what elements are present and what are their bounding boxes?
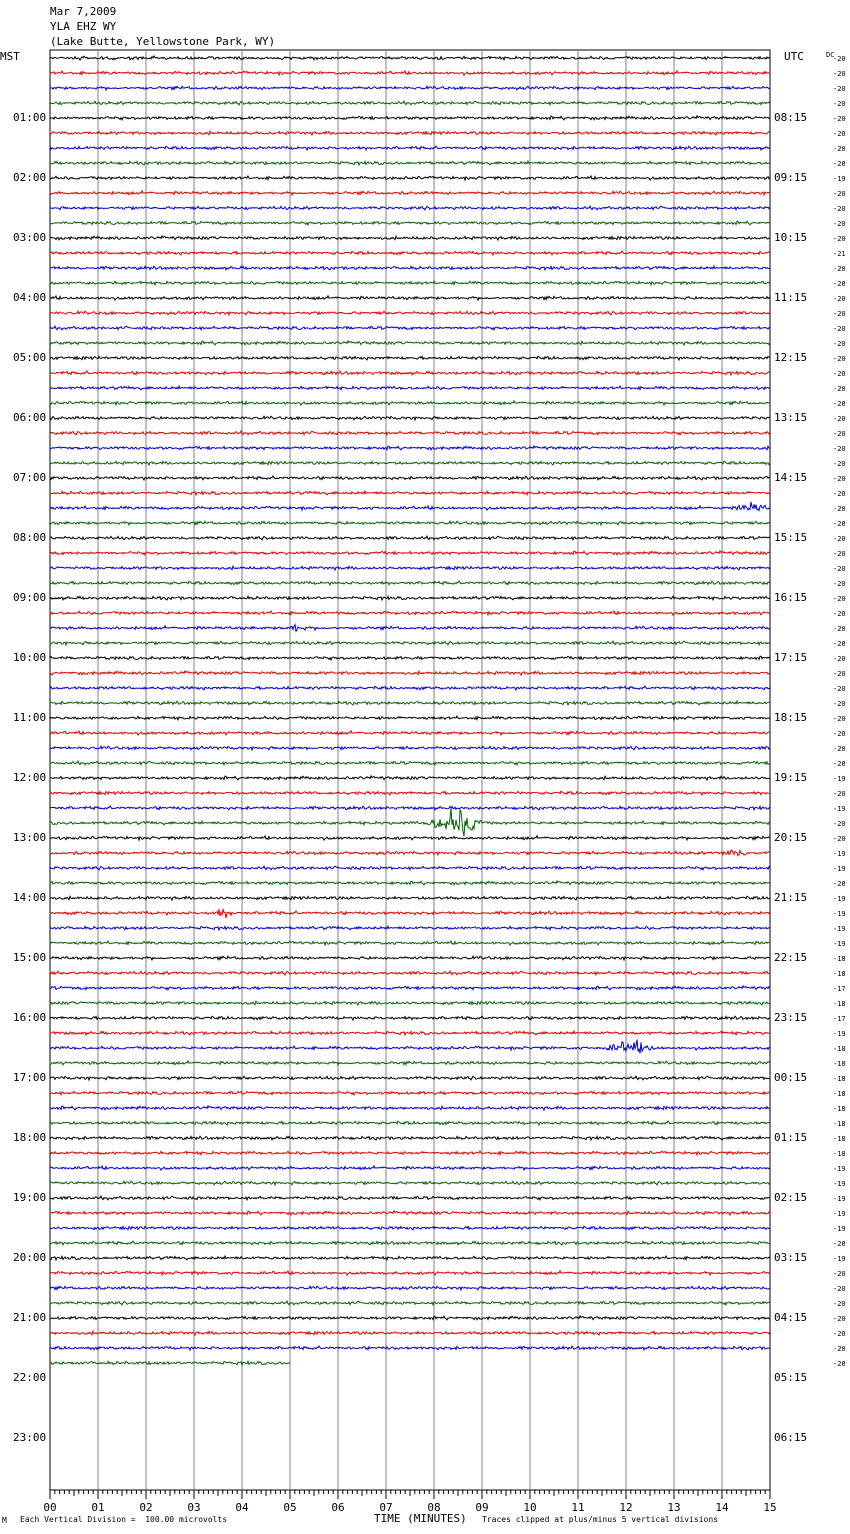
trace-line bbox=[50, 896, 770, 900]
dc-offset-label: -20 bbox=[833, 475, 846, 483]
dc-offset-label: -21 bbox=[833, 250, 846, 258]
scale-note: Each Vertical Division = 100.00 microvolts bbox=[20, 1515, 228, 1524]
trace-line bbox=[50, 1226, 770, 1230]
trace-line bbox=[50, 641, 770, 645]
x-tick-label: 11 bbox=[571, 1501, 585, 1514]
mst-hour-label: 14:00 bbox=[13, 891, 47, 904]
trace-line bbox=[50, 926, 770, 930]
mst-hour-label: 19:00 bbox=[13, 1191, 47, 1204]
utc-hour-label: 21:15 bbox=[774, 891, 808, 904]
mst-hour-label: 16:00 bbox=[13, 1011, 47, 1024]
dc-offset-label: -19 bbox=[833, 925, 846, 933]
dc-offset-label: -18 bbox=[833, 1075, 846, 1083]
dc-offset-label: -20 bbox=[833, 55, 846, 63]
dc-offset-label: -20 bbox=[833, 1345, 846, 1353]
trace-line bbox=[50, 836, 770, 840]
trace-line bbox=[50, 716, 770, 720]
trace-line bbox=[50, 1076, 770, 1080]
trace-line bbox=[50, 761, 770, 765]
trace-line bbox=[50, 731, 770, 735]
dc-offset-label: -19 bbox=[833, 175, 846, 183]
left-axis-title: MST bbox=[0, 50, 20, 63]
x-tick-label: 10 bbox=[523, 1501, 537, 1514]
trace-line bbox=[50, 1211, 770, 1215]
x-tick-label: 04 bbox=[235, 1501, 249, 1514]
trace-line bbox=[50, 206, 770, 210]
trace-line bbox=[50, 941, 770, 945]
right-axis-title: UTC bbox=[784, 50, 804, 63]
utc-hour-label: 09:15 bbox=[774, 171, 808, 184]
trace-line bbox=[50, 236, 770, 240]
dc-offset-label: -20 bbox=[833, 685, 846, 693]
dc-offset-label: -19 bbox=[833, 1210, 846, 1218]
trace-line bbox=[50, 866, 770, 870]
utc-hour-label: 08:15 bbox=[774, 111, 808, 124]
dc-offset-label: -20 bbox=[833, 340, 846, 348]
dc-offset-label: -20 bbox=[833, 1360, 846, 1368]
trace-line bbox=[50, 536, 770, 540]
dc-offset-label: -18 bbox=[833, 1090, 846, 1098]
utc-hour-label: 02:15 bbox=[774, 1191, 808, 1204]
mst-hour-label: 17:00 bbox=[13, 1071, 47, 1084]
mst-hour-label: 03:00 bbox=[13, 231, 47, 244]
dc-offset-label: -20 bbox=[833, 295, 846, 303]
trace-line bbox=[50, 1016, 770, 1020]
dc-offset-label: -17 bbox=[833, 985, 846, 993]
trace-line bbox=[50, 551, 770, 555]
dc-offset-label: -20 bbox=[833, 640, 846, 648]
utc-hour-label: 20:15 bbox=[774, 831, 808, 844]
dc-offset-label: -20 bbox=[833, 325, 846, 333]
mst-hour-label: 12:00 bbox=[13, 771, 47, 784]
x-tick-label: 09 bbox=[475, 1501, 489, 1514]
mst-hour-label: 04:00 bbox=[13, 291, 47, 304]
dc-offset-label: -20 bbox=[833, 1300, 846, 1308]
dc-offset-label: -19 bbox=[833, 895, 846, 903]
trace-line bbox=[50, 956, 770, 960]
trace-line bbox=[50, 625, 770, 632]
utc-hour-label: 14:15 bbox=[774, 471, 808, 484]
dc-offset-label: -20 bbox=[833, 520, 846, 528]
dc-offset-label: -19 bbox=[833, 940, 846, 948]
trace-line bbox=[50, 1061, 770, 1065]
dc-offset-label: -20 bbox=[833, 445, 846, 453]
dc-offset-label: -19 bbox=[833, 1255, 846, 1263]
trace-line bbox=[50, 146, 770, 150]
dc-offset-label: -20 bbox=[833, 145, 846, 153]
dc-offset-label: -19 bbox=[833, 1165, 846, 1173]
mst-hour-label: 11:00 bbox=[13, 711, 47, 724]
x-tick-label: 13 bbox=[667, 1501, 681, 1514]
trace-line bbox=[50, 686, 770, 690]
utc-hour-label: 10:15 bbox=[774, 231, 808, 244]
plot-date: Mar 7,2009 bbox=[50, 5, 117, 18]
trace-line bbox=[50, 176, 770, 180]
trace-line bbox=[50, 1166, 770, 1170]
trace-line bbox=[50, 1346, 770, 1350]
dc-offset-label: -20 bbox=[833, 220, 846, 228]
mst-hour-label: 23:00 bbox=[13, 1431, 47, 1444]
mst-hour-label: 22:00 bbox=[13, 1371, 47, 1384]
utc-hour-label: 22:15 bbox=[774, 951, 808, 964]
dc-offset-label: -20 bbox=[833, 235, 846, 243]
trace-line bbox=[50, 1091, 770, 1095]
mst-hour-label: 10:00 bbox=[13, 651, 47, 664]
trace-line bbox=[50, 491, 770, 495]
x-axis-title: TIME (MINUTES) bbox=[374, 1512, 467, 1525]
utc-hour-label: 11:15 bbox=[774, 291, 808, 304]
dc-offset-label: -18 bbox=[833, 1045, 846, 1053]
dc-offset-label: -20 bbox=[833, 265, 846, 273]
utc-hour-label: 18:15 bbox=[774, 711, 808, 724]
trace-line bbox=[50, 1106, 770, 1110]
dc-offset-label: -20 bbox=[833, 550, 846, 558]
dc-offset-label: -18 bbox=[833, 970, 846, 978]
trace-line bbox=[50, 1181, 770, 1185]
dc-offset-label: -20 bbox=[833, 700, 846, 708]
dc-offset-label: -19 bbox=[833, 850, 846, 858]
dc-offset-label: -20 bbox=[833, 355, 846, 363]
trace-line bbox=[50, 101, 770, 105]
trace-line bbox=[50, 131, 770, 135]
mst-hour-label: 05:00 bbox=[13, 351, 47, 364]
dc-offset-label: -18 bbox=[833, 1150, 846, 1158]
dc-offset-label: -19 bbox=[833, 865, 846, 873]
dc-offset-label: -20 bbox=[833, 70, 846, 78]
trace-line bbox=[50, 566, 770, 570]
trace-line bbox=[50, 86, 770, 90]
x-tick-label: 08 bbox=[427, 1501, 441, 1514]
utc-hour-label: 17:15 bbox=[774, 651, 808, 664]
trace-line bbox=[50, 341, 770, 345]
dc-offset-label: -19 bbox=[833, 775, 846, 783]
mst-hour-label: 02:00 bbox=[13, 171, 47, 184]
trace-line bbox=[50, 502, 770, 511]
trace-line bbox=[50, 1316, 770, 1320]
dc-offset-label: -20 bbox=[833, 565, 846, 573]
mst-hour-label: 20:00 bbox=[13, 1251, 47, 1264]
trace-line bbox=[50, 1271, 770, 1275]
mst-hour-label: 06:00 bbox=[13, 411, 47, 424]
station-code: YLA EHZ WY bbox=[50, 20, 117, 33]
plot-frame bbox=[50, 50, 770, 1490]
dc-offset-label: -20 bbox=[833, 490, 846, 498]
mst-hour-label: 21:00 bbox=[13, 1311, 47, 1324]
dc-offset-label: -20 bbox=[833, 580, 846, 588]
dc-offset-label: -20 bbox=[833, 310, 846, 318]
trace-line bbox=[50, 1256, 770, 1260]
trace-line bbox=[50, 521, 770, 525]
trace-line bbox=[50, 311, 770, 315]
trace-line bbox=[50, 808, 770, 837]
dc-offset-label: -20 bbox=[833, 1285, 846, 1293]
dc-offset-label: -20 bbox=[833, 115, 846, 123]
dc-offset-label: -20 bbox=[833, 670, 846, 678]
dc-offset-label: -20 bbox=[833, 370, 846, 378]
dc-offset-label: -20 bbox=[833, 415, 846, 423]
dc-offset-label: -18 bbox=[833, 1120, 846, 1128]
trace-line bbox=[50, 1001, 770, 1005]
mst-hour-label: 01:00 bbox=[13, 111, 47, 124]
trace-line bbox=[50, 1151, 770, 1155]
dc-offset-label: -20 bbox=[833, 1330, 846, 1338]
x-tick-label: 03 bbox=[187, 1501, 201, 1514]
dc-offset-label: -20 bbox=[833, 610, 846, 618]
trace-line bbox=[50, 971, 770, 975]
dc-offset-label: -18 bbox=[833, 955, 846, 963]
x-tick-label: 12 bbox=[619, 1501, 633, 1514]
trace-line bbox=[50, 701, 770, 705]
trace-line bbox=[50, 1196, 770, 1200]
trace-line bbox=[50, 446, 770, 450]
dc-offset-label: -20 bbox=[833, 1315, 846, 1323]
dc-offset-label: -20 bbox=[833, 280, 846, 288]
mst-hour-label: 13:00 bbox=[13, 831, 47, 844]
trace-line bbox=[50, 909, 770, 918]
trace-line bbox=[50, 386, 770, 390]
dc-offset-label: -19 bbox=[833, 1195, 846, 1203]
mst-hour-label: 09:00 bbox=[13, 591, 47, 604]
x-tick-label: 15 bbox=[763, 1501, 777, 1514]
trace-line bbox=[50, 656, 770, 660]
trace-line bbox=[50, 776, 770, 780]
trace-line bbox=[50, 431, 770, 435]
x-tick-label: 06 bbox=[331, 1501, 345, 1514]
dc-offset-label: -19 bbox=[833, 805, 846, 813]
dc-offset-label: -20 bbox=[833, 100, 846, 108]
dc-offset-label: -20 bbox=[833, 430, 846, 438]
trace-line bbox=[50, 461, 770, 465]
utc-hour-label: 15:15 bbox=[774, 531, 808, 544]
trace-line bbox=[50, 1241, 770, 1245]
dc-offset-label: -20 bbox=[833, 85, 846, 93]
trace-line bbox=[50, 476, 770, 480]
trace-line bbox=[50, 56, 770, 60]
dc-offset-label: -20 bbox=[833, 1270, 846, 1278]
dc-offset-label: -18 bbox=[833, 1000, 846, 1008]
dc-offset-label: -20 bbox=[833, 595, 846, 603]
x-tick-label: 05 bbox=[283, 1501, 297, 1514]
trace-line bbox=[50, 1121, 770, 1125]
dc-offset-label: -17 bbox=[833, 1015, 846, 1023]
trace-line bbox=[50, 281, 770, 285]
trace-line bbox=[50, 611, 770, 615]
dc-offset-label: -20 bbox=[833, 505, 846, 513]
trace-line bbox=[50, 806, 770, 810]
trace-line bbox=[50, 296, 770, 300]
dc-offset-label: -20 bbox=[833, 835, 846, 843]
x-tick-label: 01 bbox=[91, 1501, 105, 1514]
trace-line bbox=[50, 266, 770, 270]
trace-line bbox=[50, 326, 770, 330]
trace-line bbox=[50, 581, 770, 585]
trace-line bbox=[50, 1286, 770, 1290]
dc-offset-label: -20 bbox=[833, 745, 846, 753]
x-tick-label: 07 bbox=[379, 1501, 393, 1514]
dc-offset-label: -20 bbox=[833, 385, 846, 393]
x-tick-label: 14 bbox=[715, 1501, 729, 1514]
dc-offset-label: -20 bbox=[833, 715, 846, 723]
utc-hour-label: 19:15 bbox=[774, 771, 808, 784]
dc-offset-label: -20 bbox=[833, 400, 846, 408]
utc-hour-label: 12:15 bbox=[774, 351, 808, 364]
x-tick-label: 02 bbox=[139, 1501, 153, 1514]
utc-hour-label: 16:15 bbox=[774, 591, 808, 604]
trace-line bbox=[50, 416, 770, 420]
trace-line bbox=[50, 221, 770, 225]
dc-offset-label: -20 bbox=[833, 535, 846, 543]
utc-hour-label: 05:15 bbox=[774, 1371, 808, 1384]
dc-offset-label: -20 bbox=[833, 190, 846, 198]
trace-line bbox=[50, 850, 770, 856]
trace-line bbox=[50, 791, 770, 795]
dc-title: DC bbox=[826, 51, 835, 59]
dc-offset-label: -20 bbox=[833, 130, 846, 138]
trace-line bbox=[50, 371, 770, 375]
utc-hour-label: 06:15 bbox=[774, 1431, 808, 1444]
dc-offset-label: -18 bbox=[833, 1060, 846, 1068]
utc-hour-label: 04:15 bbox=[774, 1311, 808, 1324]
dc-offset-label: -19 bbox=[833, 1225, 846, 1233]
dc-offset-label: -20 bbox=[833, 790, 846, 798]
trace-line bbox=[50, 401, 770, 405]
utc-hour-label: 00:15 bbox=[774, 1071, 808, 1084]
utc-hour-label: 13:15 bbox=[774, 411, 808, 424]
trace-line bbox=[50, 986, 770, 990]
dc-offset-label: -20 bbox=[833, 655, 846, 663]
trace-line bbox=[50, 596, 770, 600]
trace-line bbox=[50, 1031, 770, 1035]
mst-hour-label: 18:00 bbox=[13, 1131, 47, 1144]
utc-hour-label: 01:15 bbox=[774, 1131, 808, 1144]
dc-offset-label: -19 bbox=[833, 1030, 846, 1038]
dc-offset-label: -18 bbox=[833, 1135, 846, 1143]
trace-line bbox=[50, 71, 770, 75]
trace-line bbox=[50, 746, 770, 750]
dc-offset-label: -20 bbox=[833, 460, 846, 468]
dc-offset-label: -19 bbox=[833, 910, 846, 918]
trace-line bbox=[50, 191, 770, 195]
dc-offset-label: -19 bbox=[833, 1180, 846, 1188]
footer-mark: M bbox=[2, 1516, 7, 1525]
mst-hour-label: 08:00 bbox=[13, 531, 47, 544]
x-tick-label: 00 bbox=[43, 1501, 57, 1514]
trace-line bbox=[50, 1136, 770, 1140]
station-location: (Lake Butte, Yellowstone Park, WY) bbox=[50, 35, 276, 48]
dc-offset-label: -20 bbox=[833, 820, 846, 828]
trace-line bbox=[50, 161, 770, 165]
dc-offset-label: -20 bbox=[833, 760, 846, 768]
trace-line bbox=[50, 881, 770, 885]
trace-line bbox=[50, 1039, 770, 1053]
dc-offset-label: -20 bbox=[833, 880, 846, 888]
trace-line bbox=[50, 1331, 770, 1335]
utc-hour-label: 23:15 bbox=[774, 1011, 808, 1024]
trace-line bbox=[50, 356, 770, 360]
utc-hour-label: 03:15 bbox=[774, 1251, 808, 1264]
dc-offset-label: -20 bbox=[833, 205, 846, 213]
trace-line bbox=[50, 1361, 290, 1365]
trace-line bbox=[50, 116, 770, 120]
dc-offset-label: -20 bbox=[833, 160, 846, 168]
trace-line bbox=[50, 1301, 770, 1305]
mst-hour-label: 15:00 bbox=[13, 951, 47, 964]
mst-hour-label: 07:00 bbox=[13, 471, 47, 484]
trace-line bbox=[50, 251, 770, 255]
dc-offset-label: -20 bbox=[833, 1240, 846, 1248]
dc-offset-label: -20 bbox=[833, 625, 846, 633]
dc-offset-label: -18 bbox=[833, 1105, 846, 1113]
trace-line bbox=[50, 671, 770, 675]
clip-note: Traces clipped at plus/minus 5 vertical divisions bbox=[482, 1515, 719, 1524]
dc-offset-label: -20 bbox=[833, 730, 846, 738]
